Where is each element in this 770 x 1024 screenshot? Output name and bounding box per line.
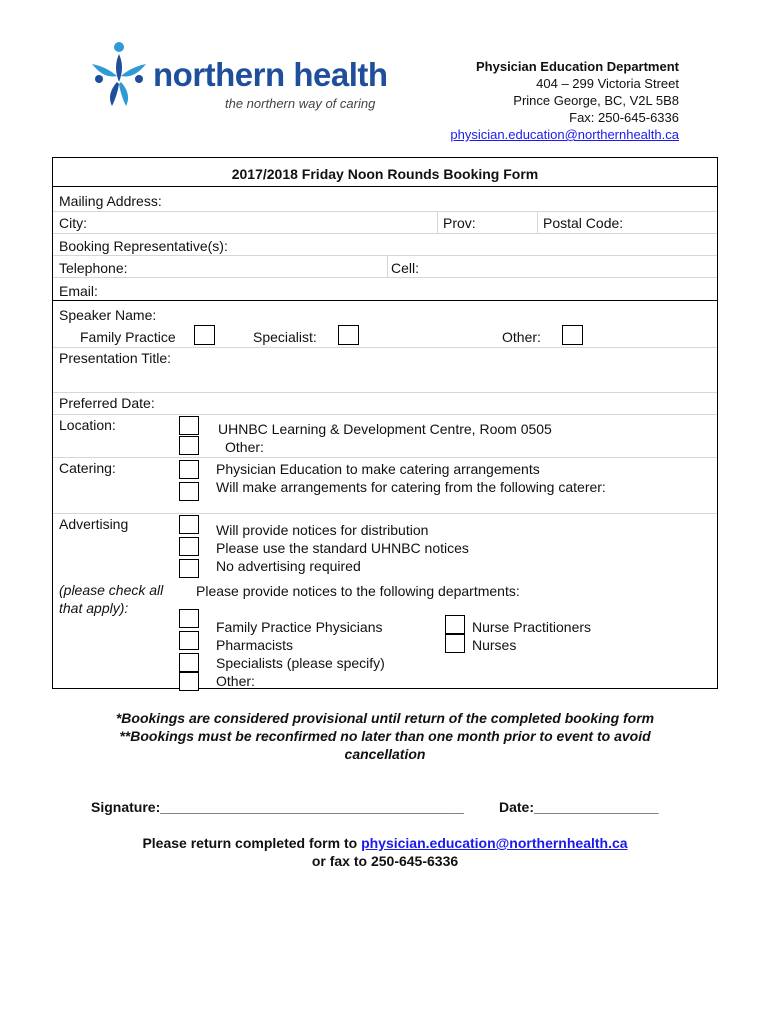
- postal-code-label: Postal Code:: [543, 215, 624, 231]
- adv-none-label: No advertising required: [216, 558, 361, 574]
- adv-standard-checkbox[interactable]: [179, 537, 199, 556]
- northern-health-figure-icon: [88, 38, 150, 110]
- advertising-label: Advertising: [59, 516, 129, 532]
- location-uhnbc-label: UHNBC Learning & Development Centre, Room 0505: [218, 421, 552, 437]
- presentation-title-label: Presentation Title:: [59, 350, 172, 366]
- check-all-note-1: (please check all: [59, 582, 164, 598]
- signature-line: Signature:_______________________________________: [91, 799, 464, 815]
- catering-own-label: Will make arrangements for catering from the following caterer:: [216, 479, 606, 495]
- date-line: Date:________________: [499, 799, 659, 815]
- location-other-label: Other:: [225, 439, 264, 455]
- catering-pe-label: Physician Education to make catering arrangements: [216, 461, 540, 477]
- booking-rep-label: Booking Representative(s):: [59, 238, 228, 254]
- speaker-name-label: Speaker Name:: [59, 307, 157, 323]
- family-practice-checkbox[interactable]: [194, 325, 215, 345]
- city-label: City:: [59, 215, 87, 231]
- adv-provide-label: Will provide notices for distribution: [216, 522, 429, 538]
- return-prefix: Please return completed form to: [142, 835, 362, 851]
- email-label: Email:: [59, 283, 98, 299]
- prov-label: Prov:: [443, 215, 476, 231]
- cell-label: Cell:: [391, 260, 420, 276]
- return-instructions: [0, 835, 770, 851]
- catering-pe-checkbox[interactable]: [179, 460, 199, 479]
- specialist-label: Specialist:: [253, 329, 317, 345]
- address-line-2: Prince George, BC, V2L 5B8: [513, 93, 679, 108]
- return-email-link[interactable]: physician.education@northernhealth.ca: [361, 835, 628, 851]
- booking-form: [52, 157, 718, 689]
- dept-other-label: Other:: [216, 673, 255, 689]
- location-other-checkbox[interactable]: [179, 436, 199, 455]
- check-all-note-2: that apply):: [59, 600, 129, 616]
- dept-other-checkbox[interactable]: [179, 672, 199, 691]
- brand-name: northern health: [153, 56, 388, 93]
- telephone-label: Telephone:: [59, 260, 128, 276]
- mailing-address-label: Mailing Address:: [59, 193, 162, 209]
- dept-nurses-checkbox[interactable]: [445, 634, 465, 653]
- department-name: Physician Education Department: [476, 59, 679, 74]
- provisional-note: *Bookings are considered provisional until return of the completed booking form: [115, 710, 655, 726]
- dept-spec-checkbox[interactable]: [179, 653, 199, 672]
- provide-notices-label: Please provide notices to the following departments:: [196, 583, 520, 599]
- catering-own-checkbox[interactable]: [179, 482, 199, 501]
- dept-nurses-label: Nurses: [472, 637, 517, 653]
- form-divider: [53, 186, 717, 187]
- department-email-link[interactable]: physician.education@northernhealth.ca: [450, 127, 679, 142]
- dept-np-checkbox[interactable]: [445, 615, 465, 634]
- address-line-1: 404 – 299 Victoria Street: [536, 76, 679, 91]
- fax-number: Fax: 250-645-6336: [569, 110, 679, 125]
- adv-none-checkbox[interactable]: [179, 559, 199, 578]
- dept-family-checkbox[interactable]: [179, 609, 199, 628]
- dept-np-label: Nurse Practitioners: [472, 619, 592, 635]
- speaker-other-label: Other:: [502, 329, 541, 345]
- form-title: 2017/2018 Friday Noon Rounds Booking Form: [231, 166, 539, 182]
- return-fax: or fax to 250-645-6336: [311, 853, 459, 869]
- dept-pharm-checkbox[interactable]: [179, 631, 199, 650]
- family-practice-label: Family Practice: [80, 329, 176, 345]
- reconfirm-note-cont: cancellation: [344, 746, 426, 762]
- preferred-date-label: Preferred Date:: [59, 395, 155, 411]
- dept-pharm-label: Pharmacists: [216, 637, 294, 653]
- reconfirm-note: **Bookings must be reconfirmed no later than one month prior to event to avoid: [119, 728, 651, 744]
- northern-health-logo: [88, 36, 388, 116]
- location-uhnbc-checkbox[interactable]: [179, 416, 199, 435]
- location-label: Location:: [59, 417, 116, 433]
- brand-tagline: the northern way of caring: [225, 96, 376, 111]
- speaker-other-checkbox[interactable]: [562, 325, 583, 345]
- adv-standard-label: Please use the standard UHNBC notices: [216, 540, 469, 556]
- dept-family-label: Family Practice Physicians: [216, 619, 383, 635]
- catering-label: Catering:: [59, 460, 116, 476]
- adv-provide-checkbox[interactable]: [179, 515, 199, 534]
- specialist-checkbox[interactable]: [338, 325, 359, 345]
- dept-spec-label: Specialists (please specify): [216, 655, 385, 671]
